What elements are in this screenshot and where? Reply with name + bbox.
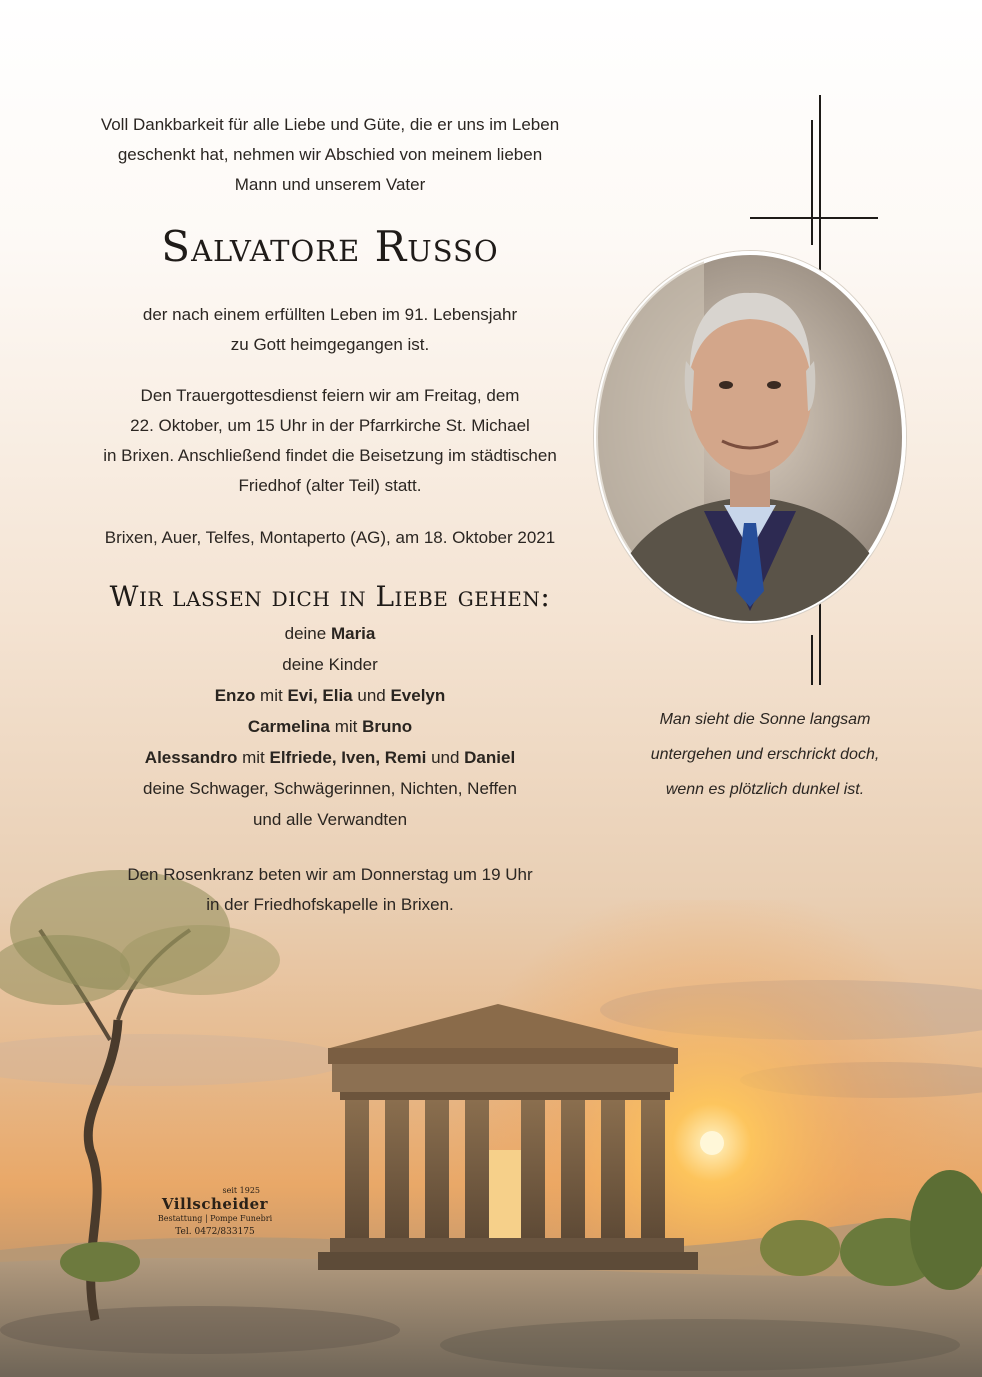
mourner-name: Elfriede, Iven, Remi [269,748,427,767]
mourner-name: Daniel [464,748,516,767]
intro-line: Voll Dankbarkeit für alle Liebe und Güte, die er uns im Leben [100,115,560,134]
mourner-line [40,711,620,742]
mourner-line [40,742,620,773]
mourner-line: deine Schwager, Schwägerinnen, Nichten, Neffen [143,779,517,798]
logo-since: seit 1925 [222,1186,260,1195]
service-line: in Brixen. Anschließend findet die Beisetzung im städtischen [103,446,557,465]
quote-line: wenn es plötzlich dunkel ist. [665,781,865,798]
age-text [40,300,620,360]
mourners-heading: Wir lassen dich in Liebe gehen: [109,580,551,613]
intro-text [40,110,620,200]
service-line: 22. Oktober, um 15 Uhr in der Pfarrkirche St. Michael [130,416,530,435]
intro-line: geschenkt hat, nehmen wir Abschied von meinem lieben [117,145,543,164]
mourner-name: Evelyn [390,686,446,705]
mourner-text: mit [255,686,288,705]
rosary-line: in der Friedhofskapelle in Brixen. [206,895,454,914]
mourner-name: Enzo [214,686,256,705]
place-date-line: Brixen, Auer, Telfes, Montaperto (AG), am 18. Oktober 2021 [104,528,556,547]
age-line: zu Gott heimgegangen ist. [230,335,430,354]
quote [600,702,930,807]
mourner-name: Evi, Elia [287,686,353,705]
logo-subtitle: Bestattung | Pompe Funebri [157,1214,273,1223]
service-text [40,381,620,501]
intro-line: Mann und unserem Vater [234,175,426,194]
funeral-home-logo [140,1186,290,1239]
mourner-text: deine [284,624,331,643]
mourner-name: Maria [330,624,376,643]
mourner-text: mit [237,748,270,767]
mourner-line [40,680,620,711]
service-line: Den Trauergottesdienst feiern wir am Freitag, dem [140,386,520,405]
quote-line: Man sieht die Sonne langsam [659,711,871,728]
logo-brand: Villscheider [161,1195,269,1213]
rosary-line: Den Rosenkranz beten wir am Donnerstag um 19 Uhr [127,865,533,884]
mourner-name: Bruno [362,717,413,736]
logo-phone: Tel. 0472/833175 [175,1227,255,1237]
mourner-text: und [352,686,391,705]
mourner-name: Carmelina [247,717,331,736]
quote-line: untergehen und erschrickt doch, [650,746,880,763]
mourners-list [40,618,620,835]
mourner-line: deine Kinder [282,655,378,674]
age-line: der nach einem erfüllten Leben im 91. Lebensjahr [142,305,518,324]
mourner-text: und [426,748,465,767]
mourner-line [40,618,620,649]
mourner-text: mit [330,717,363,736]
rosary-text [40,860,620,920]
portrait-frame [594,251,906,623]
deceased-name: Salvatore Russo [161,222,499,271]
service-line: Friedhof (alter Teil) statt. [238,476,422,495]
place-date [40,523,620,553]
mourner-name: Alessandro [144,748,238,767]
mourner-line: und alle Verwandten [252,810,408,829]
